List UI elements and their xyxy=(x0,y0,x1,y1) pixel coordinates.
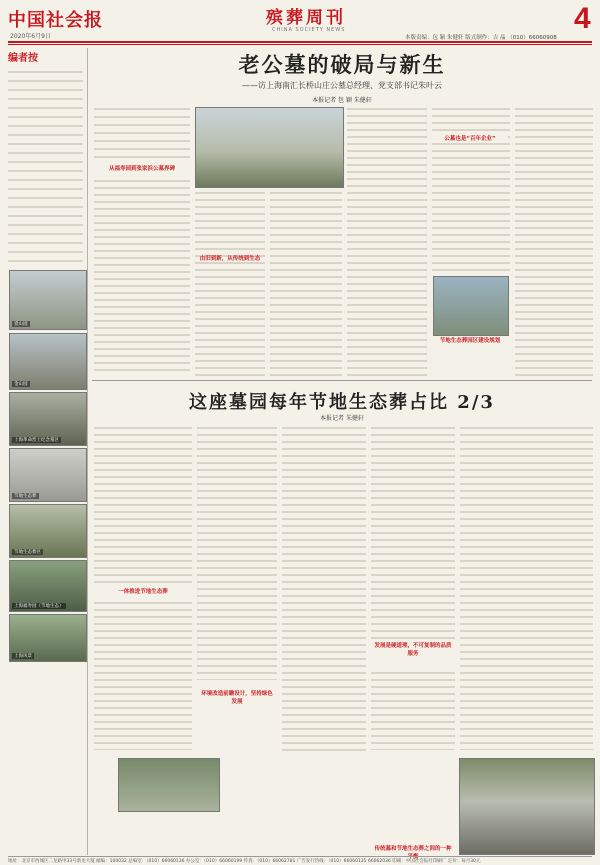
photo-caption: 节地生态葬 xyxy=(14,494,37,499)
article1-column-6 xyxy=(515,106,593,376)
top-rule xyxy=(8,41,592,43)
article2-column-4b xyxy=(371,670,455,750)
sidebar-photo-1 xyxy=(9,270,87,330)
article2-photo-left xyxy=(118,758,220,812)
section-subtitle: CHINA SOCIETY NEWS xyxy=(272,27,346,33)
article2-subhead-1: 一体推进节地生态葬 xyxy=(118,589,168,595)
article1-subhead-3: 公墓也是“百年企业” xyxy=(432,135,508,143)
article1-main-photo xyxy=(195,107,344,188)
editor-note-body xyxy=(8,68,83,268)
article1-subhead-2: 由旧到新，从传统到生态 xyxy=(199,256,261,262)
article2-column-3 xyxy=(282,425,366,755)
article2-column-5 xyxy=(460,425,593,750)
photo-caption: 上海革命烈士纪念墓区 xyxy=(14,438,59,443)
article1-subhead-4: 节地生态葬园区建设规划 xyxy=(432,337,508,345)
masthead xyxy=(0,0,600,46)
article2-photo-right xyxy=(459,758,595,855)
staff-line: 本版责编：包 颖 朱健轩 版式制作：吉 晶 （010）66060908 xyxy=(405,35,557,41)
editor-note-text-block xyxy=(8,68,83,268)
issue-date: 2020年6月9日 xyxy=(10,33,51,40)
photo-caption: 上海福寿园（节地生态） xyxy=(14,604,64,609)
photo-caption: 壹山园 xyxy=(14,322,28,327)
article1-column-2 xyxy=(195,190,265,376)
article1-lead-block xyxy=(94,106,190,161)
article1-byline: 本报记者 包 颖 朱健轩 xyxy=(312,97,372,104)
sidebar-photo-6 xyxy=(9,560,87,612)
article2-column-4 xyxy=(371,425,455,640)
section-divider xyxy=(92,380,592,381)
article1-column-5 xyxy=(432,106,510,271)
sidebar-photo-3 xyxy=(9,392,87,446)
newspaper-brand: 中国社会报 xyxy=(8,10,103,31)
article1-title: 老公墓的破局与新生 xyxy=(238,52,446,77)
page-footer: 地址：北京市西城区二龙路甲33号新龙大厦 邮编：100032 总编室：（010）66060136 办公室：（010）66060199 传真：（010）66062781 广告发行热线：（010）66060135 66062036 印刷：中国社会报社印刷厂 定价：每月30元 xyxy=(8,856,592,864)
photo-caption: 节地生态葬区 xyxy=(14,550,41,555)
article2-column-2 xyxy=(197,425,277,680)
article1-side-photo xyxy=(433,276,509,336)
page-number: 4 xyxy=(574,2,591,35)
sidebar-photo-7 xyxy=(9,614,87,662)
article2-subhead-2: 环境改造前瞻设计，坚持绿色发展 xyxy=(201,691,273,705)
editor-note-label: 编者按 xyxy=(8,53,38,64)
photo-caption: 金山园 xyxy=(14,382,28,387)
sidebar-photo-5 xyxy=(9,504,87,558)
article1-subhead-1: 从福寿园到张家浜公墓界碑 xyxy=(108,166,175,172)
article1-subtitle: ——访上海南汇长桥山庄公墓总经理、党支部书记朱叶云 xyxy=(242,81,442,90)
article1-column-4 xyxy=(347,106,427,376)
article2-subhead-3: 发展是硬道理，不可复制的品质服务 xyxy=(374,643,452,657)
section-title: 殡葬周刊 xyxy=(266,8,346,28)
sidebar-photo-4 xyxy=(9,448,87,502)
sidebar-photo-2 xyxy=(9,333,87,390)
article2-title: 这座墓园每年节地生态葬占比 2/3 xyxy=(189,392,495,413)
article2-subhead-4: 传统墓和节地生态葬之间的一种平衡 xyxy=(374,846,452,860)
article2-column-1 xyxy=(94,425,192,585)
article2-column-1b xyxy=(94,600,192,750)
photo-caption: 上海风景 xyxy=(14,654,32,659)
top-rule-thin xyxy=(8,44,592,45)
article1-column-1 xyxy=(94,178,190,376)
article2-byline: 本报记者 朱健轩 xyxy=(320,415,364,422)
article1-column-3 xyxy=(270,190,342,376)
